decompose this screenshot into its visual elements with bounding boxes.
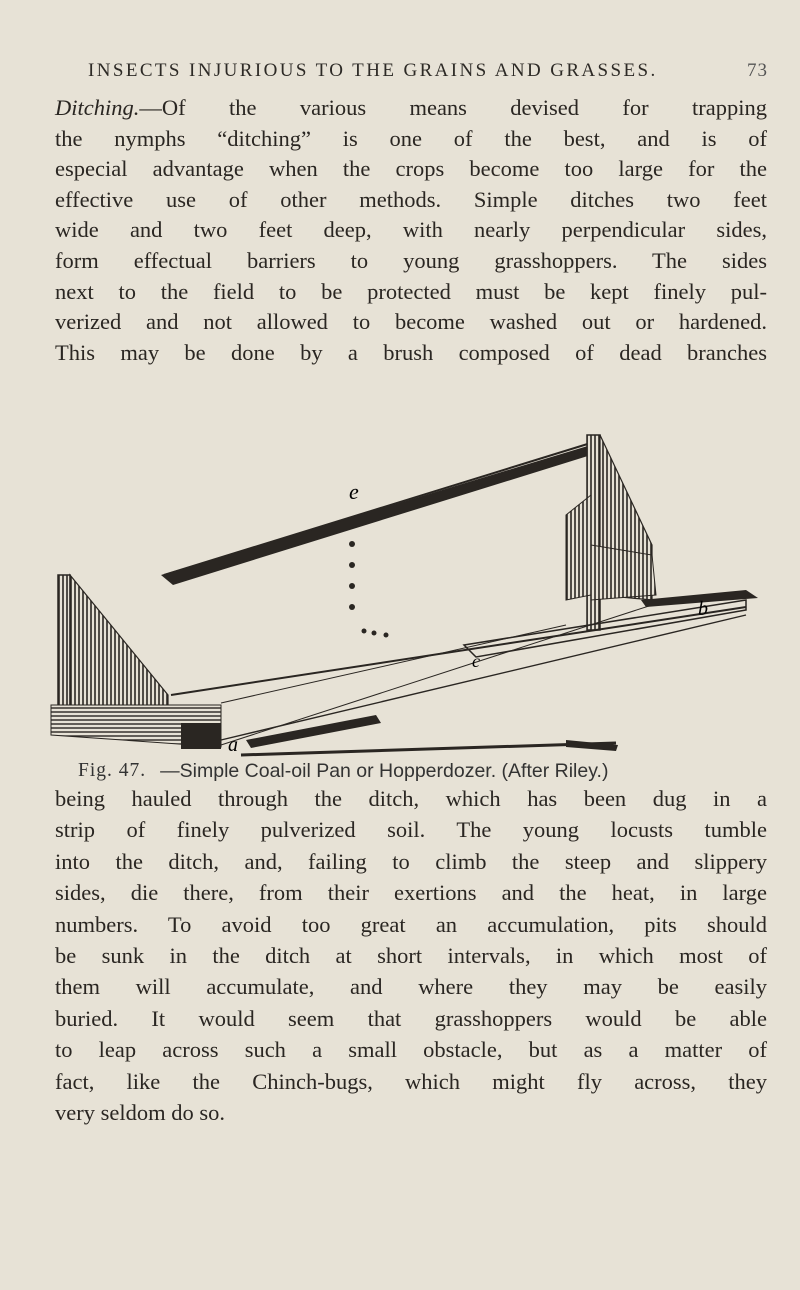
label-a: a: [228, 734, 238, 756]
back-panel: [161, 445, 591, 585]
text-line: very seldom do so.: [55, 1100, 225, 1126]
text-line: next to the field to be protected must be kept finely pul-: [55, 278, 767, 304]
paragraph-continued: [55, 783, 767, 1128]
runner-a: [246, 715, 381, 748]
paragraph-ditching: [55, 93, 767, 368]
label-e: e: [349, 479, 359, 504]
figure-caption-text: —Simple Coal-oil Pan or Hopperdozer. (After Riley.): [160, 760, 609, 782]
text-line: buried. It would seem that grasshoppers would be able: [55, 1005, 767, 1031]
text-line: strip of finely pulverized soil. The young locusts tumble: [55, 817, 767, 843]
text-line: being hauled through the ditch, which has been dug in a: [55, 786, 767, 811]
text-line: to leap across such a small obstacle, but as a matter of: [55, 1037, 767, 1063]
text-line: This may be done by a brush composed of dead branches: [55, 339, 767, 365]
text-line: effective use of other methods. Simple ditches two feet: [55, 186, 767, 212]
text-line: fact, like the Chinch-bugs, which might fly across, they: [55, 1068, 767, 1094]
text-line: verized and not allowed to become washed out or hardened.: [55, 309, 767, 335]
text-line: especial advantage when the crops become too large for the: [55, 156, 767, 182]
text-line: wide and two feet deep, with nearly perpendicular sides,: [55, 217, 767, 243]
hopperdozer-illustration: [46, 395, 762, 760]
text-line: the nymphs “ditching” is one of the best, and is of: [55, 125, 767, 151]
panel-dots: [349, 520, 389, 638]
text-line: Ditching.—Of the various means devised for trapping: [55, 95, 767, 120]
label-c: c: [472, 651, 480, 671]
text-line: form effectual barriers to young grasshoppers. The sides: [55, 247, 767, 273]
text-line: numbers. To avoid too great an accumulation, pits should: [55, 911, 767, 937]
running-title: INSECTS INJURIOUS TO THE GRAINS AND GRASSES.: [88, 60, 658, 81]
page-number: 73: [747, 60, 768, 81]
label-b: b: [698, 598, 708, 620]
section-lead: Ditching.: [55, 95, 140, 120]
text-line: them will accumulate, and where they may be easily: [55, 974, 767, 1000]
figure-number: Fig. 47.: [78, 760, 147, 781]
text-line: be sunk in the ditch at short intervals, in which most of: [55, 943, 767, 969]
text-line: sides, die there, from their exertions and the heat, in large: [55, 880, 767, 906]
text-line: into the ditch, and, failing to climb the steep and slippery: [55, 848, 767, 874]
running-head: [88, 60, 768, 82]
figure-caption: [78, 760, 768, 783]
